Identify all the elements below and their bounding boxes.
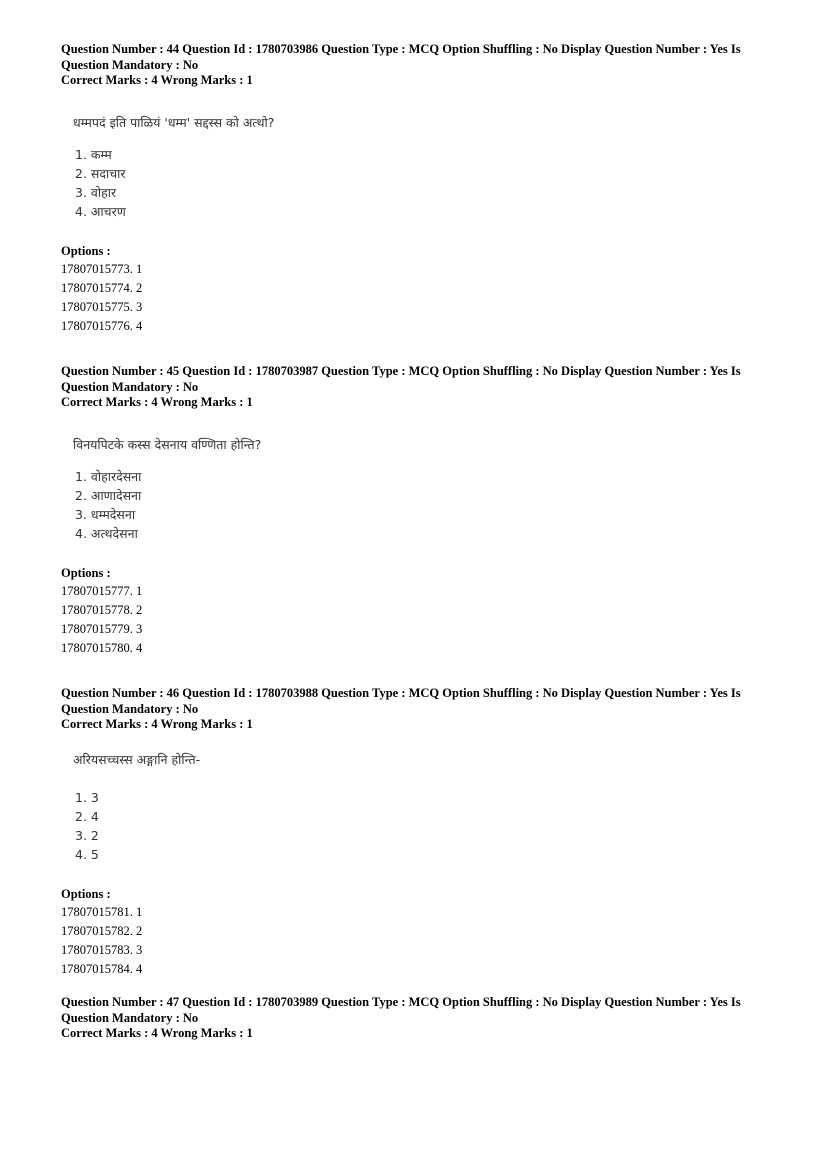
choice: 3. 2	[75, 827, 99, 843]
choice: 3. धम्मदेसना	[75, 506, 136, 522]
question-mandatory: Question Mandatory : No	[61, 57, 199, 72]
options-label: Options :	[61, 243, 111, 258]
options-label: Options :	[61, 565, 111, 580]
question-stem: विनयपिटके कस्स देसनाय वण्णिता होन्ति?	[73, 436, 262, 452]
question-marks: Correct Marks : 4 Wrong Marks : 1	[61, 395, 253, 409]
choices-list	[75, 788, 761, 864]
option-id: 17807015775. 3	[61, 299, 143, 314]
choice: 3. वोहार	[75, 184, 117, 200]
option-id: 17807015774. 2	[61, 280, 143, 295]
choice: 1. वोहारदेसना	[75, 468, 142, 484]
question-stem: धम्मपदं इति पाळियं 'धम्म' सद्दस्स को अत्थो?	[73, 114, 275, 130]
option-id: 17807015783. 3	[61, 942, 143, 957]
question-header: Question Number : 45 Question Id : 1780703987 Question Type : MCQ Option Shuffling : No Display Question Number : Yes Is	[61, 364, 741, 378]
option-id: 17807015773. 1	[61, 261, 143, 276]
question-header: Question Number : 47 Question Id : 1780703989 Question Type : MCQ Option Shuffling : No Display Question Number : Yes Is	[61, 995, 741, 1009]
choice: 4. आचरण	[75, 203, 126, 219]
options-label: Options :	[61, 886, 111, 901]
option-id: 17807015777. 1	[61, 583, 143, 598]
option-id: 17807015782. 2	[61, 923, 143, 938]
choice: 4. 5	[75, 846, 99, 862]
option-id: 17807015780. 4	[61, 640, 143, 655]
option-id: 17807015776. 4	[61, 318, 143, 333]
choice: 2. सदाचार	[75, 165, 126, 181]
choices-list	[75, 145, 761, 221]
option-id: 17807015784. 4	[61, 961, 143, 976]
question-47	[61, 995, 761, 1042]
choice: 4. अत्थदेसना	[75, 525, 138, 541]
option-id: 17807015779. 3	[61, 621, 143, 636]
question-marks: Correct Marks : 4 Wrong Marks : 1	[61, 73, 253, 87]
option-id: 17807015778. 2	[61, 602, 143, 617]
question-mandatory: Question Mandatory : No	[61, 1010, 199, 1025]
question-mandatory: Question Mandatory : No	[61, 379, 199, 394]
choice: 1. 3	[75, 789, 99, 805]
question-46	[61, 686, 761, 979]
choice: 2. 4	[75, 808, 99, 824]
question-marks: Correct Marks : 4 Wrong Marks : 1	[61, 717, 253, 731]
choice: 2. आणादेसना	[75, 487, 142, 503]
question-marks: Correct Marks : 4 Wrong Marks : 1	[61, 1026, 253, 1040]
question-44	[61, 42, 761, 336]
choice: 1. कम्म	[75, 146, 112, 162]
question-mandatory: Question Mandatory : No	[61, 701, 199, 716]
choices-list	[75, 467, 761, 543]
question-header: Question Number : 44 Question Id : 1780703986 Question Type : MCQ Option Shuffling : No Display Question Number : Yes Is	[61, 42, 741, 56]
option-id: 17807015781. 1	[61, 904, 143, 919]
question-stem: अरियसच्चस्स अङ्गानि होन्ति-	[73, 751, 201, 767]
question-45	[61, 364, 761, 658]
question-header: Question Number : 46 Question Id : 1780703988 Question Type : MCQ Option Shuffling : No Display Question Number : Yes Is	[61, 686, 741, 700]
